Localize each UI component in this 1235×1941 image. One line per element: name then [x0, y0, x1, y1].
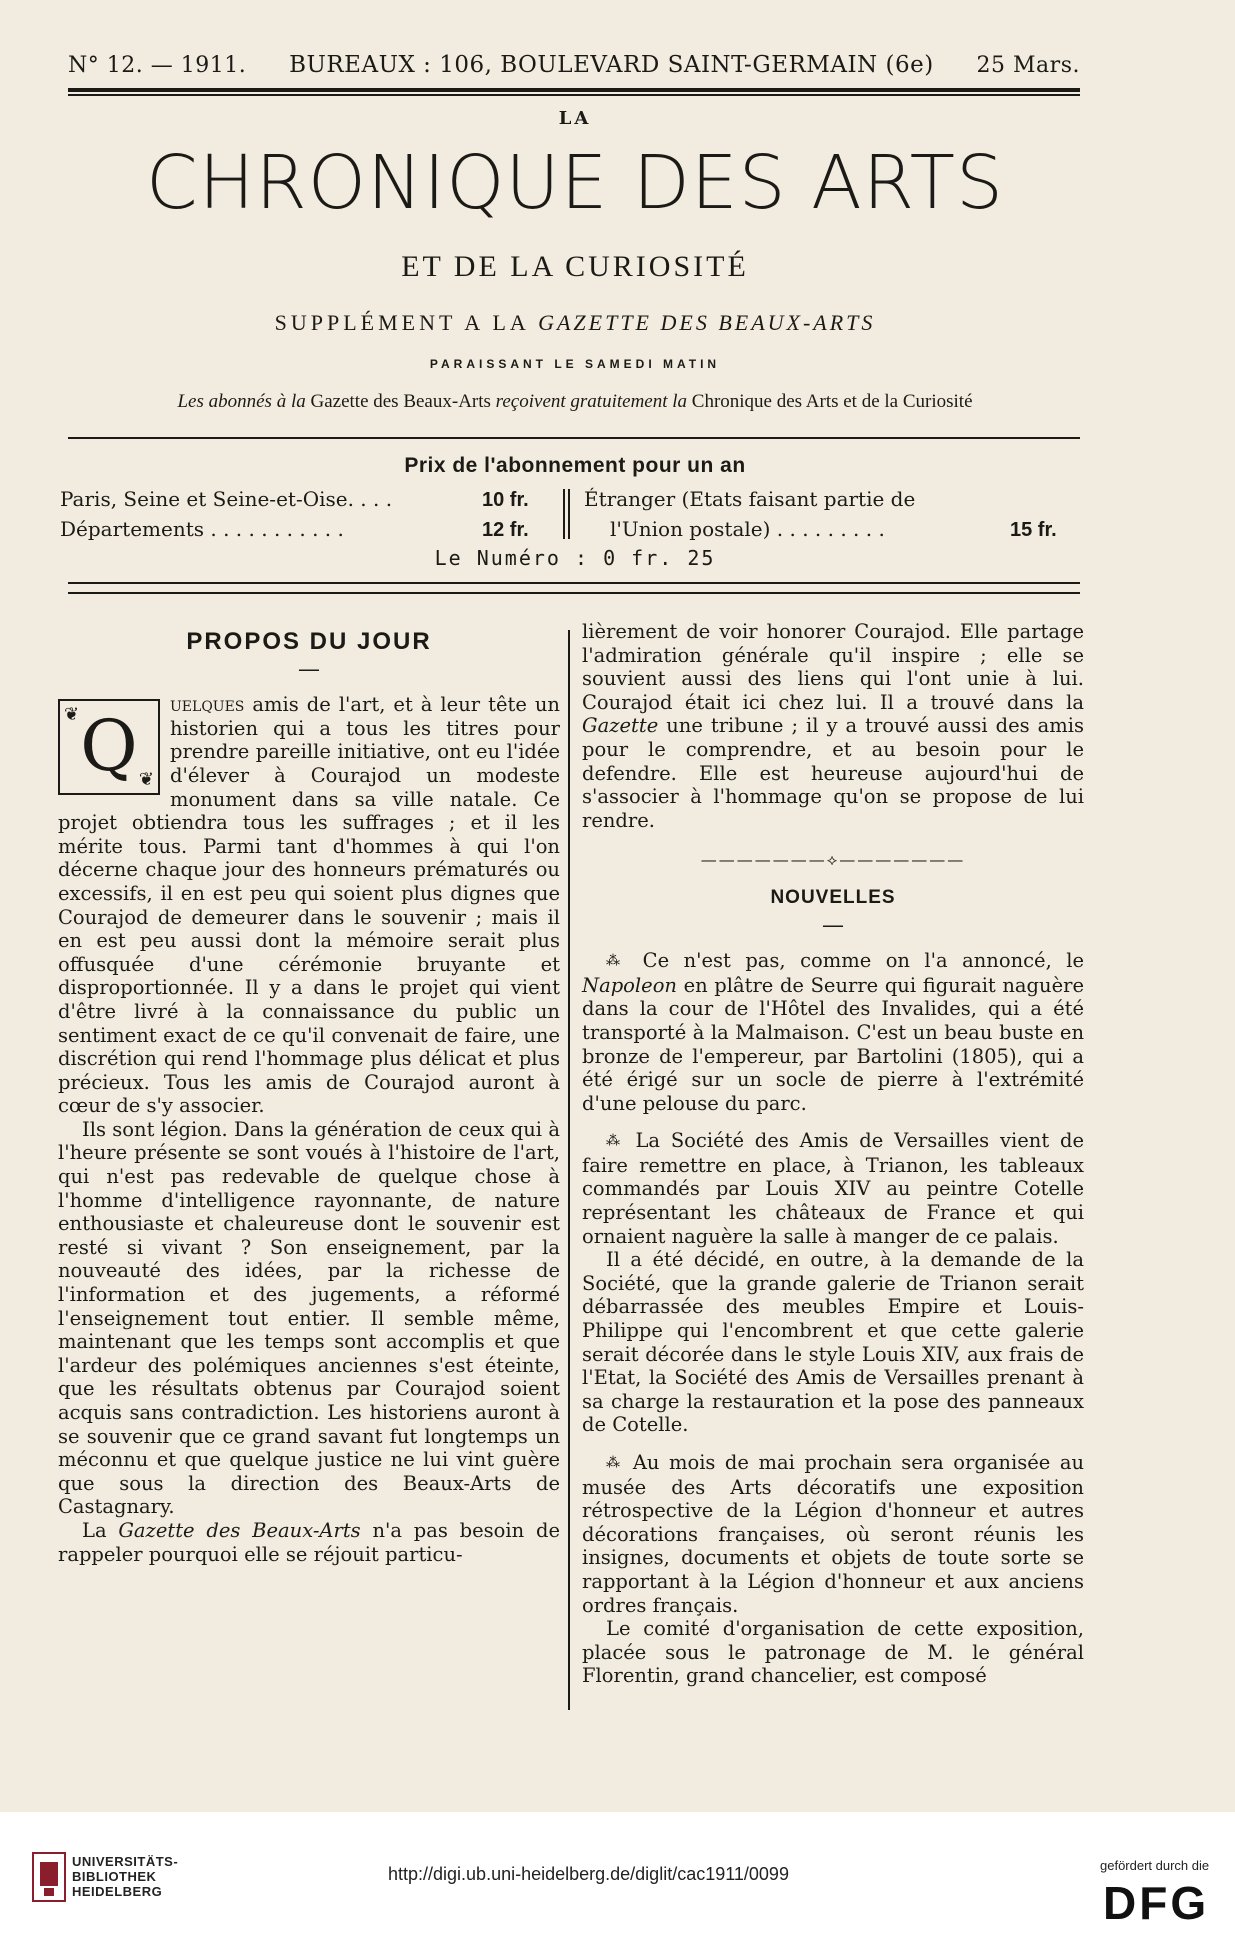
propos-paragraph-2: Ils sont légion. Dans la génération de ceux qui à l'heure présente se sont voués à l'histoire de l'art, qui n'est pas redevable de quelque chose à l'homme d'intelligence rayonnante, de nature enthousiaste et chaleureuse dont le souvenir est resté si vivant ? Son enseignement, par la nouveauté des idées, par la richesse de l'information et des jugements, a réformé l'enseignement tout entier. Il semble même, maintenant que les temps sont accomplis et que l'ardeur des polémiques anciennes s'est éteinte, que les résultats obtenus par Courajod soient acquis sans contradiction. Les historiens auront à se souvenir que ce grand savant fut longtemps un méconnu et que quelque justice ne lui vint guère que sous la direction des Beaux-Arts de Castagnary. [58, 1117, 560, 1519]
etranger-label-2: l'Union postale) . . . . . . . . . [610, 517, 885, 541]
issue-date: 25 Mars. [976, 53, 1080, 78]
right-column [582, 620, 1084, 1688]
subscribers-note-a: Les abonnés à la [177, 391, 306, 412]
library-name-2: BIBLIOTHEK [72, 1869, 157, 1884]
news-1-a: Ce n'est pas, comme on l'a annoncé, le [628, 949, 1085, 973]
news-1-b: en plâtre de Seurre qui figurait naguère dans la cour de l'Hôtel des Invalides, qui a été transporté à la Malmaison. C'est un beau buste en bronze de l'empereur, par Bartolini (1805), qui a été érigé sur un socle de pierre à l'extrémité d'une pelouse du parc. [582, 973, 1084, 1115]
dropcap-letter: ❦ Q ❦ [58, 699, 160, 795]
subscribers-note-b: Gazette des Beaux-Arts [305, 391, 496, 412]
pricing-rule-bottom-2 [68, 592, 1080, 594]
dfg-logo[interactable]: DFG [1103, 1877, 1210, 1929]
propos-p3-c: n'a pas besoin de rappeler pourquoi elle se réjouit particu- [58, 1518, 560, 1566]
propos-p3-gazette: Gazette des Beaux-Arts [118, 1518, 361, 1542]
asterism-icon: ⁂ [606, 1133, 625, 1150]
paris-price [482, 487, 529, 512]
news-item-1 [582, 949, 1084, 1115]
news-1-napoleon: Napoleon [582, 973, 677, 997]
supplement-line [60, 310, 1090, 336]
university-seal-icon [32, 1852, 66, 1902]
propos-p3-a: La [82, 1518, 119, 1542]
column-divider [568, 630, 570, 1710]
library-name-1: UNIVERSITÄTS- [72, 1854, 179, 1869]
header-rule [68, 88, 1080, 92]
propos-dash: — [298, 656, 320, 682]
subscribers-note-c: reçoivent gratuitement la [495, 391, 688, 412]
frequency-line: PARAISSANT LE SAMEDI MATIN [429, 357, 721, 371]
left-column [58, 630, 560, 1566]
news-2-text: La Société des Amis de Versailles vient de faire remettre en place, à Trianon, les tableaux commandés par Louis XIV au peintre Cotelle représentant les châteaux de France et qui ornaient naguère la salle à manger de ce palais. [582, 1129, 1085, 1248]
header-rule-thin [68, 94, 1080, 96]
news-item-3 [582, 1451, 1084, 1617]
masthead-title: CHRONIQUE DES ARTS [146, 140, 1004, 226]
news-item-2 [582, 1129, 1084, 1248]
paris-label: Paris, Seine et Seine-et-Oise. . . . [60, 487, 393, 511]
propos-p4-end: une tribune ; il y a trouvé aussi des amis pour le comprendre, et au besoin pour le defendre. Elle est heureuse aujourd'hui de s'associer à l'hommage qu'on se propose de lui rendre. [582, 714, 1084, 832]
nouvelles-title: NOUVELLES [770, 886, 896, 908]
asterism-icon: ⁂ [606, 1455, 624, 1471]
etranger-label-1: Étranger (Etats faisant partie de [584, 487, 916, 511]
subscribers-note [60, 391, 1090, 413]
news-item-2-continued: Il a été décidé, en outre, à la demande de la Société, que la grande galerie de Trianon serait débarrassée des meubles Empire et Louis-Philippe qui l'encombrent et que cette galerie serait décorée dans le style Louis XIV, aux frais de l'Etat, la Société des Amis de Versailles prenant à sa charge la restauration et la pose des panneaux de Cotelle. [582, 1248, 1084, 1437]
permalink-url[interactable]: http://digi.ub.uni-heidelberg.de/diglit/cac1911/0099 [388, 1864, 789, 1884]
footer-bar [0, 1812, 1235, 1941]
single-issue-price: Le Numéro : 0 fr. 25 [434, 546, 716, 570]
etranger-price [1010, 517, 1057, 542]
propos-paragraph-3 [58, 1519, 560, 1566]
supplement-title: GAZETTE DES BEAUX-ARTS [538, 310, 876, 335]
funding-caption: gefördert durch die [1100, 1858, 1210, 1873]
price-divider-right [568, 489, 570, 539]
news-item-3-continued: Le comité d'organisation de cette exposition, placée sous le patronage de M. le général Florentin, grand chancelier, est composé [582, 1617, 1084, 1688]
nouvelles-dash: — [822, 912, 844, 938]
departements-price [482, 517, 529, 542]
office-address: BUREAUX : 106, BOULEVARD SAINT-GERMAIN (6e) [289, 52, 934, 78]
departements-price-value: 12 fr. [482, 519, 529, 541]
library-name[interactable] [72, 1854, 178, 1899]
news-3-text: Au mois de mai prochain sera organisée au musée des Arts décoratifs une exposition rétrospective de la Légion d'honneur et autres décorations françaises, où seront réunis les insignes, documents et objets de toute sorte se rapportant à la Légion d'honneur et aux anciens ordres français. [582, 1451, 1084, 1617]
masthead-article: LA [558, 108, 592, 129]
paris-price-value: 10 fr. [482, 489, 529, 511]
asterism-icon: ⁂ [606, 953, 629, 970]
library-name-3: HEIDELBERG [72, 1884, 163, 1899]
pricing-rule-bottom [68, 582, 1080, 584]
departements-label: Départements . . . . . . . . . . . [60, 517, 344, 541]
issue-number: N° 12. — 1911. [68, 53, 247, 78]
pricing-rule-top [68, 437, 1080, 439]
supplement-prefix: SUPPLÉMENT A LA [274, 310, 539, 335]
pricing-title: Prix de l'abonnement pour un an [404, 454, 746, 477]
subscribers-note-d: Chronique des Arts et de la Curiosité [687, 391, 973, 412]
propos-p4-gazette: Gazette [582, 714, 659, 738]
etranger-price-value: 15 fr. [1010, 519, 1057, 541]
issue-header [68, 52, 1080, 78]
section-ornament: ———————⟡——————— [700, 850, 966, 870]
propos-p1-text: amis de l'art, et à leur tête un historien qui a tous les titres pour prendre pareille initiative, ont eu l'idée d'élever à Courajod un modeste monument dans sa ville natale. Ce projet obtiendra tous les suffrages ; et il les mérite tous. Parmi tant d'hommes à qui l'on décerne chaque jour des honneurs prématurés ou excessifs, il en est peu qui soient plus dignes que Courajod de demeurer dans le souvenir ; mais il en est peu aussi dont la mémoire serait plus offusquée d'une cérémonie bruyante et disproportionnée. Il y a dans le projet qui vient d'être livré à la connaissance du public un sentiment exact de ce qu'il convenait de faire, une discrétion qui rend l'hommage plus délicat et plus précieux. Tous les amis de Courajod auront à cœur de s'y associer. [58, 693, 560, 1118]
masthead-subtitle: ET DE LA CURIOSITÉ [401, 250, 749, 283]
propos-paragraph-1 [58, 693, 560, 1118]
price-divider-left [563, 489, 565, 539]
propos-title: PROPOS DU JOUR [186, 628, 432, 655]
propos-p4: lièrement de voir honorer Courajod. Elle partage l'admiration générale qu'il inspire ; elle se souvient aussi des liens qui l'ont unie à lui. Courajod était ici chez lui. Il a trouvé dans la [582, 620, 1084, 714]
propos-continuation [582, 620, 1084, 832]
propos-lead: uelques [170, 693, 245, 717]
